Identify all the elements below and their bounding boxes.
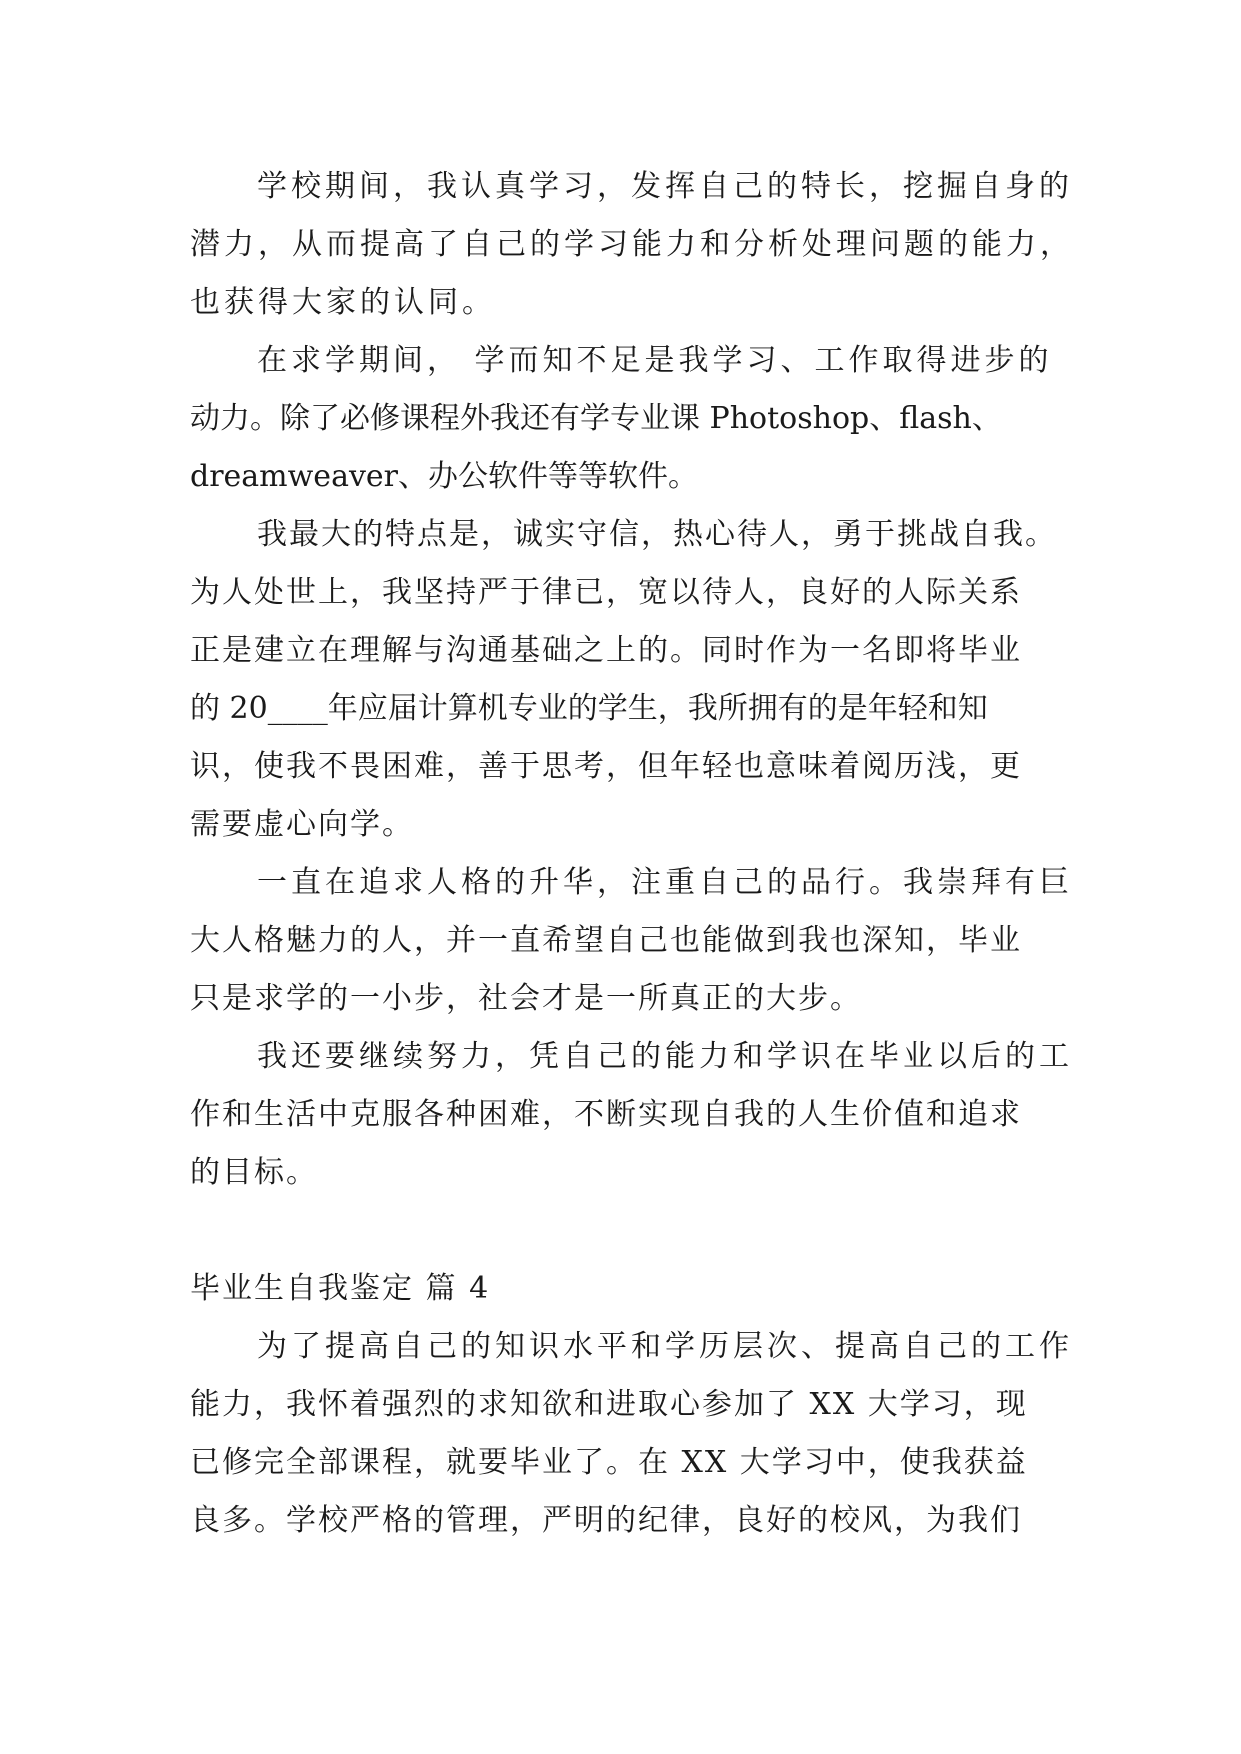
paragraph-3-line-4: 的 20____年应届计算机专业的学生，我所拥有的是年轻和知 [190, 691, 988, 726]
paragraph-2-line-2: 动力。除了必修课程外我还有学专业课 Photoshop、flash、 [190, 401, 1002, 436]
section-paragraph-line-1: 为了提高自己的知识水平和学历层次、提高自己的工作 [257, 1329, 1073, 1364]
paragraph-2-line-1: 在求学期间， 学而知不足是我学习、工作取得进步的 [257, 343, 1053, 378]
paragraph-4-line-2: 大人格魅力的人，并一直希望自己也能做到我也深知，毕业 [190, 923, 1022, 958]
section-paragraph-line-4: 良多。学校严格的管理，严明的纪律，良好的校风，为我们 [190, 1503, 1022, 1538]
paragraph-3-line-3: 正是建立在理解与沟通基础之上的。同时作为一名即将毕业 [190, 633, 1022, 668]
section-heading: 毕业生自我鉴定 篇 4 [190, 1271, 491, 1306]
paragraph-2-line-3: dreamweaver、办公软件等等软件。 [190, 459, 698, 494]
paragraph-3-line-2: 为人处世上，我坚持严于律已，宽以待人，良好的人际关系 [190, 575, 1022, 610]
paragraph-5-line-1: 我还要继续努力，凭自己的能力和学识在毕业以后的工 [257, 1039, 1073, 1074]
paragraph-4-line-3: 只是求学的一小步，社会才是一所真正的大步。 [190, 981, 862, 1016]
paragraph-3-line-6: 需要虚心向学。 [190, 807, 414, 842]
paragraph-3-line-1: 我最大的特点是，诚实守信，热心待人，勇于挑战自我。 [257, 517, 1057, 552]
section-paragraph-line-3: 已修完全部课程，就要毕业了。在 XX 大学习中，使我获益 [190, 1445, 1028, 1480]
paragraph-5-line-2: 作和生活中克服各种困难，不断实现自我的人生价值和追求 [190, 1097, 1022, 1132]
paragraph-4-line-1: 一直在追求人格的升华，注重自己的品行。我崇拜有巨 [257, 865, 1073, 900]
paragraph-1-line-1: 学校期间，我认真学习，发挥自己的特长，挖掘自身的 [257, 169, 1073, 204]
paragraph-1-line-2: 潜力，从而提高了自己的学习能力和分析处理问题的能力， [190, 227, 1074, 262]
paragraph-1-line-3: 也获得大家的认同。 [190, 285, 496, 320]
paragraph-5-line-3: 的目标。 [190, 1155, 318, 1190]
section-paragraph-line-2: 能力，我怀着强烈的求知欲和进取心参加了 XX 大学习，现 [190, 1387, 1028, 1422]
paragraph-3-line-5: 识，使我不畏困难，善于思考，但年轻也意味着阅历浅，更 [190, 749, 1022, 784]
